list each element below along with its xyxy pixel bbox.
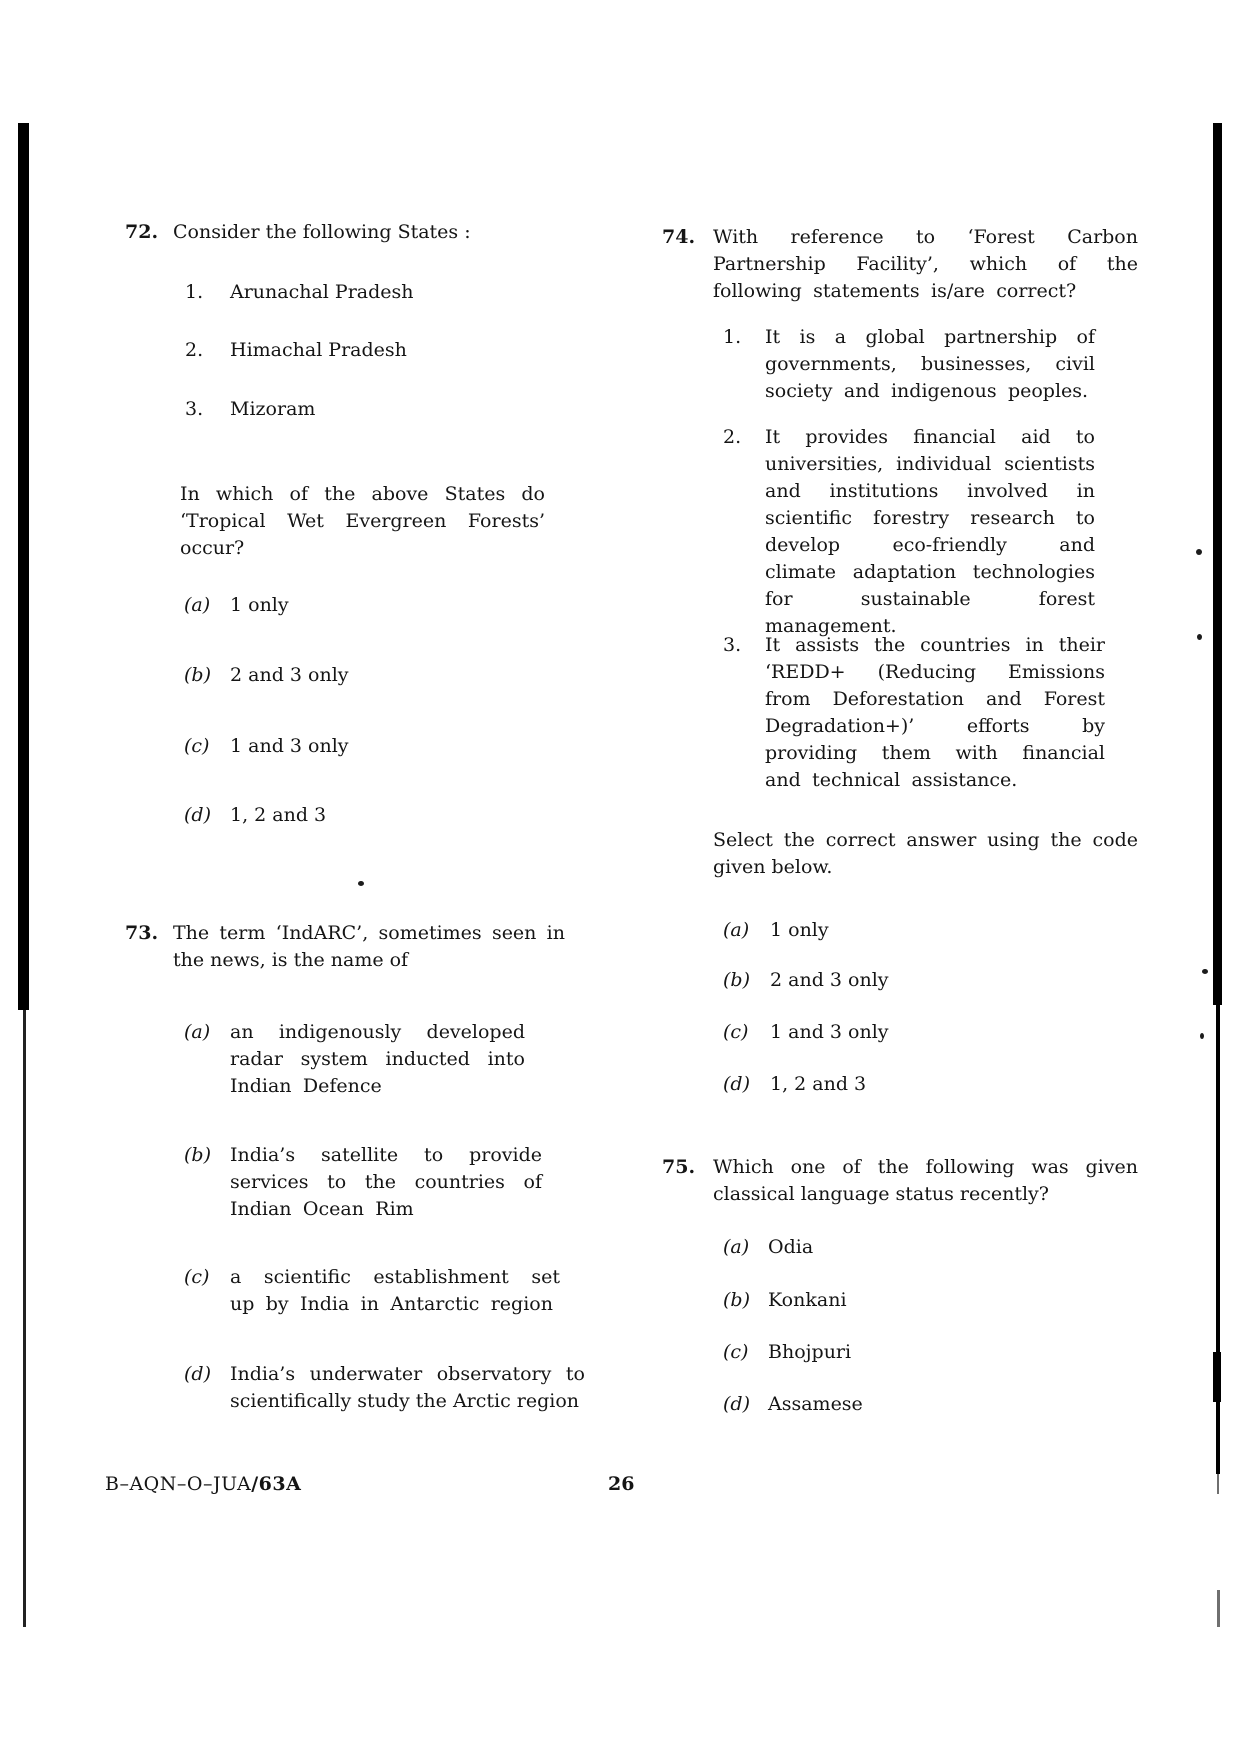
statement-text: It provides financial aid to universities, individual scientists and institutions involved in scientific forestry research to develop eco-friendly and climate adaptation technologies for sustainable forest management.	[765, 426, 1095, 637]
option-label: (b)	[723, 969, 750, 991]
question-74-select-text: Select the correct answer using the code given below.	[713, 829, 1138, 878]
statement-number: 2.	[723, 426, 742, 448]
booklet-code	[105, 1471, 301, 1498]
option-label: (d)	[723, 1073, 750, 1095]
option-label: (b)	[723, 1289, 750, 1311]
ink-speck	[1197, 634, 1202, 640]
option-label: (d)	[723, 1393, 750, 1415]
right-margin-scan-line	[1216, 1005, 1220, 1474]
option-text: Assamese	[768, 1393, 863, 1415]
option-label: (a)	[184, 1021, 211, 1043]
statement-number: 3.	[723, 634, 742, 656]
option-label: (c)	[723, 1021, 749, 1043]
option-text: 2 and 3 only	[770, 969, 889, 991]
option-label: (b)	[184, 664, 211, 686]
option-text: 1 only	[770, 919, 829, 941]
question-72-stem: Consider the following States :	[173, 221, 471, 243]
question-72-stem-2: In which of the above States do ‘Tropical Wet Evergreen Forests’ occur?	[180, 483, 545, 559]
statement-text: It is a global partnership of governments, businesses, civil society and indigenous peoples.	[765, 326, 1095, 402]
right-margin-scan-fade	[1217, 1474, 1219, 1494]
question-73-number: 73.	[125, 922, 159, 944]
question-73-stem: The term ‘IndARC’, sometimes seen in the news, is the name of	[173, 922, 565, 971]
statement-number: 1.	[723, 326, 742, 348]
option-text: India’s underwater observatory to scientifically study the Arctic region	[230, 1363, 585, 1412]
option-label: (a)	[723, 1236, 750, 1258]
question-75-number: 75.	[662, 1156, 696, 1178]
option-text: an indigenously developed radar system inducted into Indian Defence	[230, 1021, 525, 1097]
option-label: (d)	[184, 804, 211, 826]
list-item-number: 2.	[185, 339, 204, 361]
option-label: (c)	[184, 735, 210, 757]
ink-speck	[1200, 1033, 1204, 1039]
booklet-code-prefix: B–AQN–O–JUA	[105, 1473, 252, 1495]
ink-speck	[1202, 969, 1208, 974]
option-label: (c)	[184, 1266, 210, 1288]
question-74-stem: With reference to ‘Forest Carbon Partnership Facility’, which of the following statements is/are correct?	[713, 226, 1138, 302]
option-text: Konkani	[768, 1289, 847, 1311]
option-text: India’s satellite to provide services to the countries of Indian Ocean Rim	[230, 1144, 542, 1220]
option-label: (a)	[184, 594, 211, 616]
option-text: Bhojpuri	[768, 1341, 852, 1363]
option-label: (b)	[184, 1144, 211, 1166]
page-number: 26	[608, 1473, 635, 1495]
ink-speck	[1196, 549, 1202, 555]
list-item: Himachal Pradesh	[230, 339, 407, 361]
list-item-number: 3.	[185, 398, 204, 420]
option-text: 1 and 3 only	[770, 1021, 889, 1043]
option-label: (d)	[184, 1363, 211, 1385]
option-text: 1, 2 and 3	[770, 1073, 867, 1095]
option-text: 1 only	[230, 594, 289, 616]
option-text: 2 and 3 only	[230, 664, 349, 686]
option-label: (a)	[723, 919, 750, 941]
right-margin-scan-blob	[1213, 1352, 1221, 1402]
list-item-number: 1.	[185, 281, 204, 303]
question-74-number: 74.	[662, 226, 696, 248]
right-margin-scan-bar	[1213, 123, 1222, 1005]
option-text: 1, 2 and 3	[230, 804, 327, 826]
option-text: a scientific establishment set up by India in Antarctic region	[230, 1266, 560, 1315]
right-margin-scan-fade-2	[1217, 1590, 1220, 1627]
list-item: Mizoram	[230, 398, 316, 420]
list-item: Arunachal Pradesh	[230, 281, 414, 303]
left-margin-scan-line	[23, 1010, 26, 1627]
question-75-stem: Which one of the following was given classical language status recently?	[713, 1156, 1138, 1205]
question-72-number: 72.	[125, 221, 159, 243]
option-label: (c)	[723, 1341, 749, 1363]
booklet-code-series: /63A	[251, 1473, 302, 1495]
option-text: Odia	[768, 1236, 814, 1258]
statement-text: It assists the countries in their ‘REDD+ (Reducing Emissions from Deforestation and Forest Degradation+)’ efforts by providing them with financial and technical assistance.	[765, 634, 1105, 791]
left-margin-scan-bar	[18, 123, 29, 1010]
ink-speck	[358, 881, 364, 886]
option-text: 1 and 3 only	[230, 735, 349, 757]
